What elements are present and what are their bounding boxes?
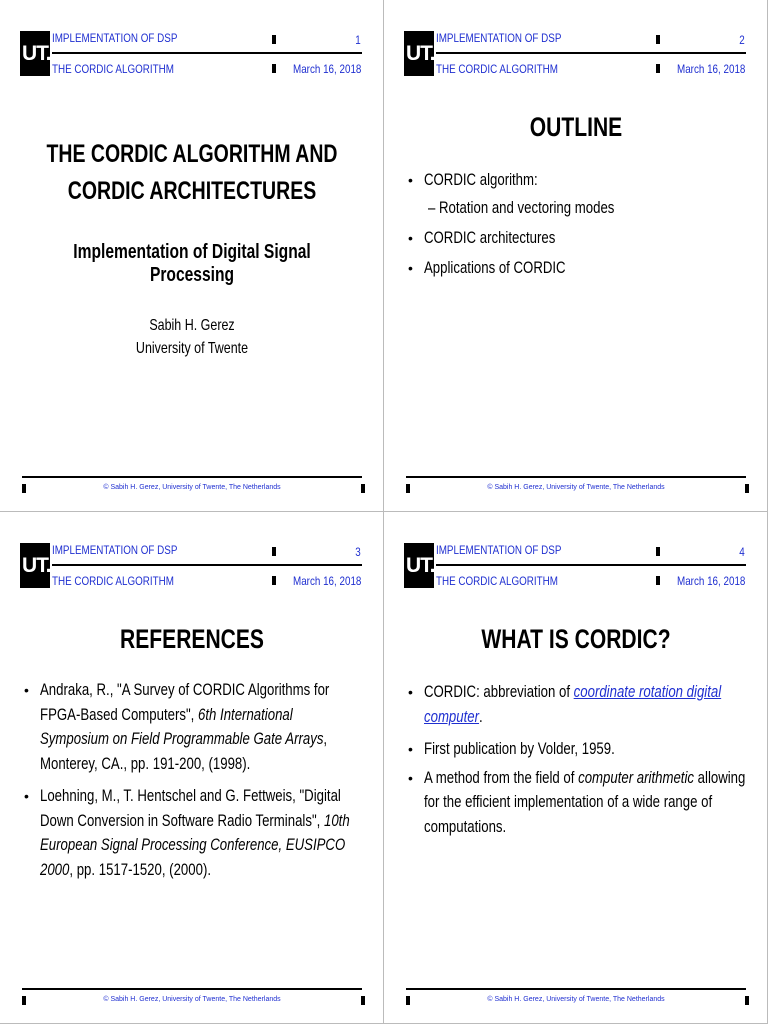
header-topic: THE CORDIC ALGORITHM xyxy=(52,574,174,588)
bullet-icon: • xyxy=(408,769,413,786)
footer-marker xyxy=(361,484,365,493)
subtitle-text: Implementation of Digital Signal Processing xyxy=(73,241,311,286)
slide-number: 2 xyxy=(739,33,745,47)
slide-title xyxy=(384,112,768,143)
footer-rule xyxy=(22,476,362,478)
slide-number: 1 xyxy=(355,33,361,47)
title-text: REFERENCES xyxy=(120,624,264,654)
cordic-definition-link[interactable]: coordinate rotation digital computer xyxy=(424,683,722,726)
title-line-2: CORDIC ARCHITECTURES xyxy=(67,177,317,205)
content-list xyxy=(406,680,768,847)
header-marker xyxy=(656,547,660,556)
outline-list xyxy=(406,168,768,286)
slide-1 xyxy=(0,0,384,512)
header-marker xyxy=(272,35,276,44)
footer-copyright: © Sabih H. Gerez, University of Twente, The Netherlands xyxy=(103,484,281,491)
header-marker xyxy=(656,64,660,73)
bullet-icon: • xyxy=(24,682,29,698)
ut-logo: UT. xyxy=(404,31,434,76)
footer-rule xyxy=(22,988,362,990)
slide-title xyxy=(384,624,768,655)
header-marker xyxy=(656,35,660,44)
footer-marker xyxy=(361,996,365,1005)
list-item: • CORDIC algorithm: xyxy=(406,168,768,192)
footer-marker xyxy=(745,996,749,1005)
header-course: IMPLEMENTATION OF DSP xyxy=(52,31,178,45)
header-marker xyxy=(272,547,276,556)
footer-copyright: © Sabih H. Gerez, University of Twente, The Netherlands xyxy=(487,996,665,1003)
header-topic: THE CORDIC ALGORITHM xyxy=(436,574,558,588)
ut-logo: UT. xyxy=(20,31,50,76)
footer-copyright: © Sabih H. Gerez, University of Twente, The Netherlands xyxy=(103,996,281,1003)
header-marker xyxy=(272,64,276,73)
bullet-icon: • xyxy=(24,788,29,804)
reference-details: , pp. 1517-1520, (2000). xyxy=(69,860,212,879)
references-list xyxy=(22,678,384,890)
slide-subtitle xyxy=(0,241,384,287)
header-course: IMPLEMENTATION OF DSP xyxy=(436,31,562,45)
header-rule xyxy=(436,52,746,54)
slide-title xyxy=(0,136,384,210)
list-subitem: – Rotation and vectoring modes xyxy=(428,199,615,217)
header-topic: THE CORDIC ALGORITHM xyxy=(436,62,558,76)
bullet-icon: • xyxy=(408,230,413,246)
footer-rule xyxy=(406,988,746,990)
reference-authors: Andraka, R., "A Survey of CORDIC Algorithms for FPGA-Based Computers", xyxy=(40,681,330,724)
slide-number: 4 xyxy=(739,545,745,559)
bullet-icon: • xyxy=(408,741,413,757)
ut-logo: UT. xyxy=(20,543,50,588)
bullet-icon: • xyxy=(408,172,413,188)
author-block xyxy=(0,314,384,360)
list-item: • CORDIC architectures xyxy=(406,226,768,250)
author-affiliation: University of Twente xyxy=(135,340,249,357)
header-rule xyxy=(436,564,746,566)
reference-item xyxy=(22,678,384,776)
header-rule xyxy=(52,564,362,566)
slide-3 xyxy=(0,512,384,1024)
bullet-icon: • xyxy=(408,260,413,276)
reference-item xyxy=(22,784,384,882)
header-date: March 16, 2018 xyxy=(292,574,361,588)
header-course: IMPLEMENTATION OF DSP xyxy=(52,543,178,557)
author-name: Sabih H. Gerez xyxy=(149,317,235,334)
footer-marker xyxy=(745,484,749,493)
footer-rule xyxy=(406,476,746,478)
slide-number: 3 xyxy=(355,545,361,559)
header-marker xyxy=(272,576,276,585)
slide-4 xyxy=(384,512,768,1024)
title-text: WHAT IS CORDIC? xyxy=(481,624,671,654)
header-marker xyxy=(656,576,660,585)
list-item: • Applications of CORDIC xyxy=(406,256,768,280)
title-line-1: THE CORDIC ALGORITHM AND xyxy=(46,140,338,168)
list-item: • A method from the field of computer arithmetic allowing for the efficient implementation of a wide range of computations. xyxy=(406,766,768,840)
bullet-icon: • xyxy=(408,684,413,700)
reference-venue: 10th European Signal Processing Conference, EUSIPCO 2000 xyxy=(40,811,350,879)
list-item: • First publication by Volder, 1959. xyxy=(406,737,768,762)
reference-details: , Monterey, CA., pp. 191-200, (1998). xyxy=(40,730,328,773)
title-text: OUTLINE xyxy=(529,112,623,142)
list-item: • CORDIC: abbreviation of coordinate rotation digital computer. xyxy=(406,680,768,729)
ut-logo: UT. xyxy=(404,543,434,588)
header-date: March 16, 2018 xyxy=(676,574,745,588)
slide-title xyxy=(0,624,384,655)
header-rule xyxy=(52,52,362,54)
footer-copyright: © Sabih H. Gerez, University of Twente, The Netherlands xyxy=(487,484,665,491)
header-date: March 16, 2018 xyxy=(292,62,361,76)
header-topic: THE CORDIC ALGORITHM xyxy=(52,62,174,76)
header-course: IMPLEMENTATION OF DSP xyxy=(436,543,562,557)
reference-authors: Loehning, M., T. Hentschel and G. Fettweis, "Digital Down Conversion in Software Radio Terminals", xyxy=(40,787,341,830)
header-date: March 16, 2018 xyxy=(676,62,745,76)
slide-2 xyxy=(384,0,768,512)
reference-venue: 6th International Symposium on Field Programmable Gate Arrays xyxy=(40,705,324,748)
